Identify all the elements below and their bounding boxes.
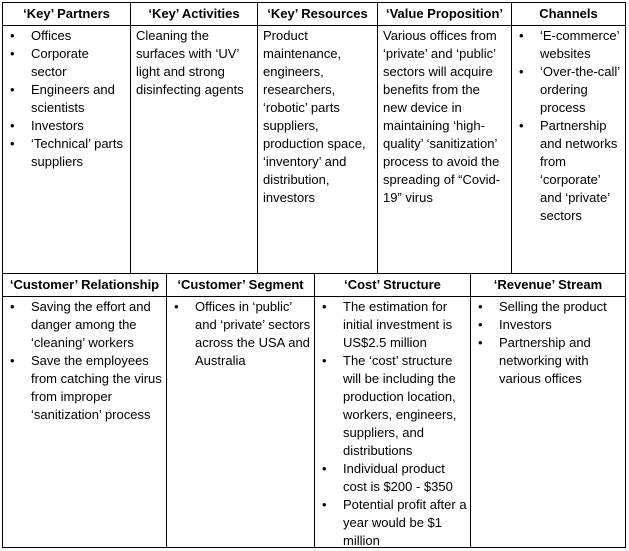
customer-segment-cell xyxy=(167,274,314,547)
list-item: • Offices xyxy=(31,27,127,45)
cost-structure-body xyxy=(315,297,470,547)
revenue-stream-list xyxy=(471,297,625,388)
revenue-stream-cell xyxy=(471,274,625,547)
business-model-canvas xyxy=(2,2,626,548)
key-activities-cell xyxy=(131,3,257,273)
list-item: • ‘E-commerce’ websites xyxy=(540,27,622,63)
list-item: • The estimation for initial investment is US$2.5 million xyxy=(343,298,467,352)
list-item: • Corporate sector xyxy=(31,45,127,81)
list-item: • Potential profit after a year would be $1 million xyxy=(343,496,467,547)
list-item: • Investors xyxy=(499,316,622,334)
value-proposition-text: Various offices from ‘private’ and ‘public’ sectors will acquire benefits from the new device in maintaining ‘high-quality’ ‘sanitization’ process to avoid the spreading of “Covid-19” virus xyxy=(383,28,501,205)
customer-relationship-header: ‘Customer’ Relationship xyxy=(3,274,166,297)
customer-segment-list xyxy=(167,297,314,370)
list-item: • ‘Technical’ parts suppliers xyxy=(31,135,127,171)
key-resources-text: Product maintenance, engineers, researchers, ‘robotic’ parts suppliers, production space, ‘inventory’ and distribution, investors xyxy=(263,28,366,205)
list-item: • Selling the product xyxy=(499,298,622,316)
key-resources-header: ‘Key’ Resources xyxy=(258,3,377,26)
key-partners-cell xyxy=(3,3,130,273)
list-item: • Individual product cost is $200 - $350 xyxy=(343,460,467,496)
customer-relationship-list xyxy=(3,297,166,424)
key-activities-text: Cleaning the surfaces with ‘UV’ light and strong disinfecting agents xyxy=(136,28,244,97)
channels-body xyxy=(512,26,625,273)
key-resources-cell xyxy=(258,3,377,273)
value-proposition-header: ‘Value Proposition’ xyxy=(378,3,511,26)
key-partners-body xyxy=(3,26,130,273)
list-item: • ‘Over-the-call’ ordering process xyxy=(540,63,622,117)
list-item: • Saving the effort and danger among the ‘cleaning’ workers xyxy=(31,298,163,352)
value-proposition-cell xyxy=(378,3,511,273)
cost-structure-cell xyxy=(315,274,470,547)
key-activities-header: ‘Key’ Activities xyxy=(131,3,257,26)
list-item: • Engineers and scientists xyxy=(31,81,127,117)
list-item: • Save the employees from catching the virus from improper ‘sanitization’ process xyxy=(31,352,163,424)
revenue-stream-body xyxy=(471,297,625,547)
cost-structure-header: ‘Cost’ Structure xyxy=(315,274,470,297)
cost-structure-list xyxy=(315,297,470,547)
list-item: • The ‘cost’ structure will be including the production location, workers, engineers, suppliers, and distributions xyxy=(343,352,467,460)
list-item: • Partnership and networking with various offices xyxy=(499,334,622,388)
customer-relationship-cell xyxy=(3,274,166,547)
channels-list xyxy=(512,26,625,225)
key-partners-header: ‘Key’ Partners xyxy=(3,3,130,26)
key-partners-list xyxy=(3,26,130,171)
list-item: • Offices in ‘public’ and ‘private’ sectors across the USA and Australia xyxy=(195,298,311,370)
list-item: • Partnership and networks from ‘corporate’ and ‘private’ sectors xyxy=(540,117,622,225)
customer-segment-body xyxy=(167,297,314,547)
revenue-stream-header: ‘Revenue’ Stream xyxy=(471,274,625,297)
list-item: • Investors xyxy=(31,117,127,135)
customer-relationship-body xyxy=(3,297,166,547)
customer-segment-header: ‘Customer’ Segment xyxy=(167,274,314,297)
channels-cell xyxy=(512,3,625,273)
channels-header: Channels xyxy=(512,3,625,26)
